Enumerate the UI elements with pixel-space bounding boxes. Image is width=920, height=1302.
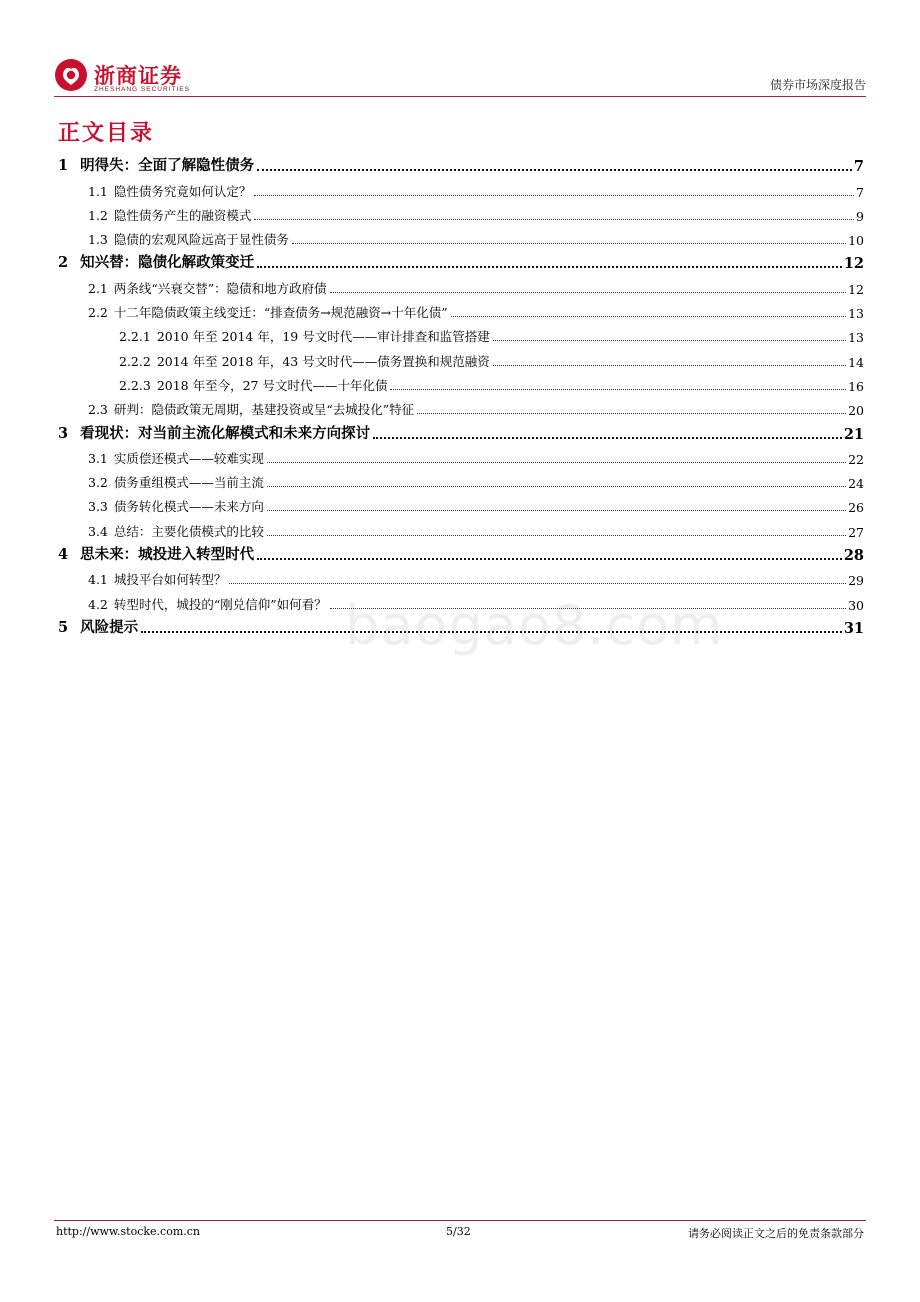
company-logo bbox=[54, 58, 234, 98]
toc-entry-label bbox=[58, 422, 370, 446]
toc-dot-leader bbox=[267, 510, 846, 511]
toc-entry-number: 3.3 bbox=[88, 499, 108, 515]
toc-entry[interactable] bbox=[58, 251, 864, 275]
toc-page-number: 13 bbox=[848, 330, 864, 346]
toc-entry-label bbox=[88, 449, 264, 470]
toc-entry[interactable] bbox=[58, 178, 864, 202]
toc-entry-label bbox=[88, 497, 264, 518]
toc-page-number: 7 bbox=[853, 158, 864, 176]
toc-entry-text: 隐性债务产生的融资模式 bbox=[113, 207, 252, 223]
toc-entry-text: 债务重组模式——当前主流 bbox=[113, 475, 264, 491]
toc-entry-label bbox=[119, 327, 490, 348]
watermark: baogao8.com bbox=[345, 594, 724, 657]
toc-entry[interactable] bbox=[58, 567, 864, 591]
toc-entry-label bbox=[88, 595, 327, 616]
toc-entry[interactable] bbox=[58, 421, 864, 445]
toc-entry-number: 3.1 bbox=[88, 450, 108, 466]
toc-entry-label bbox=[88, 473, 264, 494]
toc-entry[interactable] bbox=[58, 397, 864, 421]
toc-page-number: 27 bbox=[848, 524, 864, 540]
toc-dot-leader bbox=[451, 316, 846, 317]
toc-entry-number: 3.2 bbox=[88, 475, 108, 491]
toc-entry-number: 4.1 bbox=[88, 572, 108, 588]
toc-entry-text: 转型时代，城投的“刚兑信仰”如何看？ bbox=[113, 596, 327, 612]
toc-entry[interactable] bbox=[58, 373, 864, 397]
toc-entry-text: 研判：隐债政策无周期，基建投资或呈“去城投化”特征 bbox=[113, 402, 415, 418]
toc-page-number: 13 bbox=[848, 306, 864, 322]
toc-dot-leader bbox=[257, 558, 842, 560]
toc-entry-label bbox=[119, 352, 490, 373]
toc-dot-leader bbox=[373, 437, 842, 439]
toc-dot-leader bbox=[229, 583, 846, 584]
toc-entry-number: 4.2 bbox=[88, 596, 108, 612]
toc-entry-text: 明得失：全面了解隐性债务 bbox=[80, 157, 255, 175]
toc-entry-text: 城投平台如何转型？ bbox=[113, 572, 227, 588]
toc-entry-number: 2.2 bbox=[88, 305, 108, 321]
toc-page-number: 28 bbox=[843, 547, 864, 565]
toc-page-number: 12 bbox=[843, 255, 864, 273]
toc-dot-leader bbox=[267, 486, 846, 487]
toc-dot-leader bbox=[254, 195, 854, 196]
toc-dot-leader bbox=[267, 462, 846, 463]
toc-page-number: 7 bbox=[856, 184, 864, 200]
toc-entry-number: 3.4 bbox=[88, 523, 108, 539]
toc-page-number: 9 bbox=[856, 208, 864, 224]
page-number: 5/32 bbox=[446, 1225, 471, 1238]
toc-entry-text: 看现状：对当前主流化解模式和未来方向探讨 bbox=[80, 424, 371, 442]
toc-entry-label bbox=[88, 570, 226, 591]
toc-entry-label bbox=[88, 400, 414, 421]
toc-entry-text: 十二年隐债政策主线变迁：“排查债务→规范融资→十年化债” bbox=[113, 305, 448, 321]
toc-dot-leader bbox=[257, 169, 852, 171]
toc-entry-label bbox=[88, 182, 251, 203]
footer-website-link[interactable]: http://www.stocke.com.cn bbox=[56, 1225, 200, 1238]
toc-entry-text: 债务转化模式——未来方向 bbox=[113, 499, 264, 515]
toc-entry-label bbox=[58, 154, 254, 178]
toc-entry[interactable] bbox=[58, 494, 864, 518]
toc-entry-label bbox=[88, 303, 448, 324]
toc-entry-label bbox=[88, 522, 264, 543]
toc-dot-leader bbox=[493, 365, 846, 366]
toc-entry-number: 2 bbox=[58, 254, 69, 272]
toc-entry[interactable] bbox=[58, 348, 864, 372]
toc-entry-number: 2.3 bbox=[88, 402, 108, 418]
toc-entry[interactable] bbox=[58, 275, 864, 299]
toc-entry-number: 2.2.2 bbox=[119, 353, 151, 369]
table-of-contents bbox=[58, 154, 864, 640]
toc-entry-text: 风险提示 bbox=[80, 618, 139, 636]
toc-dot-leader bbox=[390, 389, 846, 390]
toc-dot-leader bbox=[292, 243, 846, 244]
toc-title: 正文目录 bbox=[58, 121, 155, 146]
toc-entry[interactable] bbox=[58, 470, 864, 494]
toc-dot-leader bbox=[267, 535, 846, 536]
toc-dot-leader bbox=[257, 266, 842, 268]
toc-entry-text: 2014 年至 2018 年，43 号文时代——债务置换和规范融资 bbox=[156, 353, 490, 369]
toc-page-number: 14 bbox=[848, 354, 864, 370]
toc-entry-label bbox=[58, 251, 254, 275]
toc-entry-label bbox=[88, 206, 251, 227]
toc-entry-text: 2018 年至今，27 号文时代——十年化债 bbox=[156, 377, 388, 393]
toc-entry-label bbox=[88, 230, 289, 251]
toc-entry-number: 2.2.3 bbox=[119, 377, 151, 393]
toc-dot-leader bbox=[417, 413, 846, 414]
toc-entry[interactable] bbox=[58, 324, 864, 348]
toc-page-number: 16 bbox=[848, 378, 864, 394]
toc-entry[interactable] bbox=[58, 203, 864, 227]
toc-page-number: 22 bbox=[848, 451, 864, 467]
toc-page-number: 24 bbox=[848, 476, 864, 492]
toc-entry-label bbox=[58, 616, 138, 640]
toc-entry-number: 5 bbox=[58, 618, 69, 636]
toc-entry-number: 1 bbox=[58, 157, 69, 175]
toc-entry-number: 3 bbox=[58, 424, 69, 442]
toc-entry-label bbox=[119, 376, 387, 397]
toc-entry-text: 隐债的宏观风险远高于显性债务 bbox=[113, 232, 289, 248]
toc-entry[interactable] bbox=[58, 300, 864, 324]
toc-entry-number: 1.1 bbox=[88, 183, 108, 199]
toc-entry[interactable] bbox=[58, 446, 864, 470]
toc-entry-number: 2.1 bbox=[88, 280, 108, 296]
toc-entry-text: 两条线“兴衰交替”：隐债和地方政府债 bbox=[113, 280, 327, 296]
toc-entry-label bbox=[58, 543, 254, 567]
toc-page-number: 30 bbox=[848, 597, 864, 613]
toc-page-number: 31 bbox=[843, 619, 864, 637]
toc-entry-number: 4 bbox=[58, 546, 69, 564]
toc-page-number: 29 bbox=[848, 573, 864, 589]
report-type: 债券市场深度报告 bbox=[769, 78, 866, 92]
toc-entry[interactable] bbox=[58, 154, 864, 178]
header-divider bbox=[54, 96, 866, 97]
toc-dot-leader bbox=[254, 219, 854, 220]
toc-dot-leader bbox=[493, 340, 846, 341]
toc-entry[interactable] bbox=[58, 227, 864, 251]
toc-entry-text: 2010 年至 2014 年，19 号文时代——审计排查和监管搭建 bbox=[156, 329, 490, 345]
toc-page-number: 26 bbox=[848, 500, 864, 516]
toc-entry[interactable] bbox=[58, 543, 864, 567]
toc-entry-text: 思未来：城投进入转型时代 bbox=[80, 546, 255, 564]
toc-entry-number: 1.3 bbox=[88, 232, 108, 248]
toc-page-number: 10 bbox=[848, 233, 864, 249]
brand-name-en: ZHESHANG SECURITIES bbox=[94, 86, 190, 93]
toc-page-number: 12 bbox=[848, 281, 864, 297]
brand-name-cn: 浙商证券 bbox=[94, 64, 182, 88]
toc-dot-leader bbox=[330, 292, 846, 293]
toc-page-number: 20 bbox=[848, 403, 864, 419]
toc-page-number: 21 bbox=[843, 425, 864, 443]
toc-entry-label bbox=[88, 279, 327, 300]
toc-entry-text: 知兴替：隐债化解政策变迁 bbox=[80, 254, 255, 272]
toc-entry-number: 1.2 bbox=[88, 207, 108, 223]
toc-entry-text: 总结：主要化债模式的比较 bbox=[113, 523, 264, 539]
footer-divider bbox=[54, 1220, 866, 1221]
zheshang-logo-icon bbox=[54, 58, 88, 92]
toc-entry[interactable] bbox=[58, 518, 864, 542]
toc-entry-text: 实质偿还模式——较难实现 bbox=[113, 450, 264, 466]
footer-disclaimer: 请务必阅读正文之后的免责条款部分 bbox=[688, 1227, 864, 1240]
toc-entry-number: 2.2.1 bbox=[119, 329, 151, 345]
toc-entry-text: 隐性债务究竟如何认定？ bbox=[113, 183, 252, 199]
